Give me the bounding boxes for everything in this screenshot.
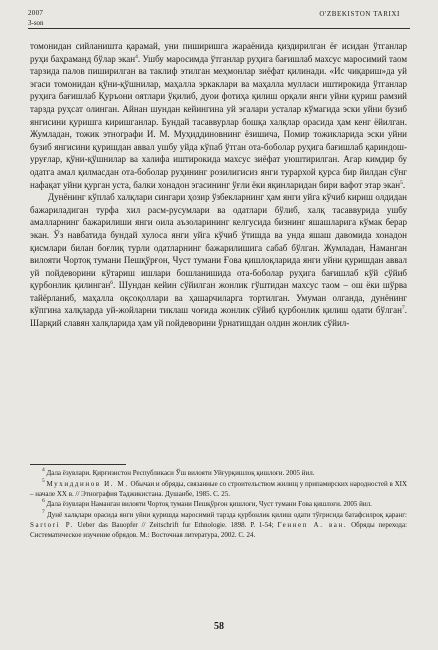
footnote-5: $^5$ Мухиддинов И. М. Обычаи и обряды, связанные со строительством жилищ у припамирских народностей в XIX – начале XX в. // Этнография Таджикистана. Душанбе, 1985. С. 25. bbox=[30, 477, 408, 498]
header-issue: 3-son bbox=[28, 19, 44, 27]
footnote-ref-4[interactable]: 4 bbox=[135, 53, 138, 60]
header-rule bbox=[28, 28, 410, 29]
page-number: 58 bbox=[214, 621, 224, 632]
running-header bbox=[28, 9, 410, 31]
footnote-ref-5[interactable]: 5 bbox=[400, 179, 403, 186]
footnote-rule bbox=[30, 464, 126, 465]
paragraph-1: томонидан сийланишта қарамай, уни пиширишга жараёнида қиздирилган ёғ исидан ўтганлар руҳи баҳраманд бўлар экан$^4$. Ушбу маросимда ўтганлар руҳига бағишлаб махсус маросимий таом тарзида палов пиширилган ва таклиф этилган меҳмонлар зиёфат қилинади. «Ис чиқариш»да уй эгаси томонидан қўни-қўшнилар, маҳалла эркаклари ва маҳалла муллаcи иштирокида ўтганлар руҳига бағишлаб Қуръони оятлари ўқилиб, дуои фотиҳа қилиш орқали янги уйни қуриш рамзий тарзда руҳсат олинган. Айнан шундан кейингина уй эгалари усталар кўмагида эски уйни бузиб янгисини қуришга киришганлар. Бундай тасаввурлар бошқа халқлар орасида ҳам кенг ёйилган. Жумладан, тожик этнографи И. М. Муҳиддиновнинг ёзишича, Помир тожикларида эски уйни бузиб янгисини қуришдан аввал ушбу уйда кўпаб ўтган ота-боболар руҳига бағишлаб қариндош-уруғлар, қўни-қўшнилар ва халифа иштирокида махсус зиёфат уюштирилган. Агар кимдир бу одатга амал қилмасдан ота-боболар руҳининг розилигисиз янги турархой қурса бир йилдан сўнг нафақат уйни қурган уста, балки хонадон эгасининг ўғли ёки яқинларидан бири вафот этар экан$^5$. bbox=[30, 41, 408, 190]
footnote-7: $^7$ Дунё халқлари орасида янги уйни қуришда маросимий тарзда қурбонлик қилиш одати тўғрисида батафсилроқ қаранг: Sartori P. Ueber das Bauopfer // Zeitschrift fur Ethnologie. 1898. P. 1-54; Геннеп А. ван. Обряды перехода: Систематическое изучение обрядов. М.: Восточная литература, 2002. С. 24. bbox=[30, 509, 408, 539]
footnote-4: $^4$ Дала ёзувлари. Қирғизистон Республикаси Ўш вилояти Уйғурқишлоқ қишлоғи. 2005 йил. bbox=[42, 467, 315, 477]
footnotes bbox=[30, 469, 407, 542]
footnote-ref-7[interactable]: 7 bbox=[402, 305, 405, 312]
article-body bbox=[30, 40, 407, 330]
footnote-6: $^6$ Дала ёзувлари Наманган вилояти Чортоқ тумани Пешқўрғон қишлоғи, Чуст тумани Ғова қишлоғи. 2005 йил. bbox=[42, 498, 372, 509]
footnote-ref-6[interactable]: 6 bbox=[110, 280, 114, 287]
header-journal-title: O'ZBEKISTON TARIXI bbox=[319, 10, 400, 18]
header-year: 2007 bbox=[28, 9, 44, 17]
paragraph-2: Дунёнинг кўплаб халқлари сингари ҳозир ўзбекларнинг ҳам янги уйга кўчиб кириш олдидан бажариладиган турфа хил расм-русумлари ва одатлари бўлиб, халқ тасаввурида ушбу амалларнинг бажарилиши янги оила аъзоларининг келгусида бизнинг яшашларига кўмак берар экан. Ўз навбатида бундай хулоса янги уйга кўчиб ўтишда ва унда яшаш давомида хонадон қисмлари билан боғлиқ турли одатларнинг бажарилишига сабаб бўлган. Жумладан, Наманган вилояти Чортоқ тумани Пешқўрғон, Чуст тумани Ғова қишлоқларида янги уйни қуришдан аввал уй пойдеворини кўтариш ишлари бошланишида ота-боболар руҳига бағишлаб кўй сўйиб қурбонлик қилинган$^6$. Шундан кейин сўйилган жонлик гўштидан махсус таом – ош ёки шўрва тайёрланиб, маҳалла оқсоқоллари ва ҳашарчиларга тортилган. Умуман олганда, дунёнинг кўпгина халқларда уй-жойларни тиклаш чоғида жонлик сўйиб қурбонлик қилиш одати бўлган$^7$. Шарқий славян халқларида ҳам уй пойдеворини ўрнатишдан олдин жонлик сўйил- bbox=[30, 192, 407, 329]
